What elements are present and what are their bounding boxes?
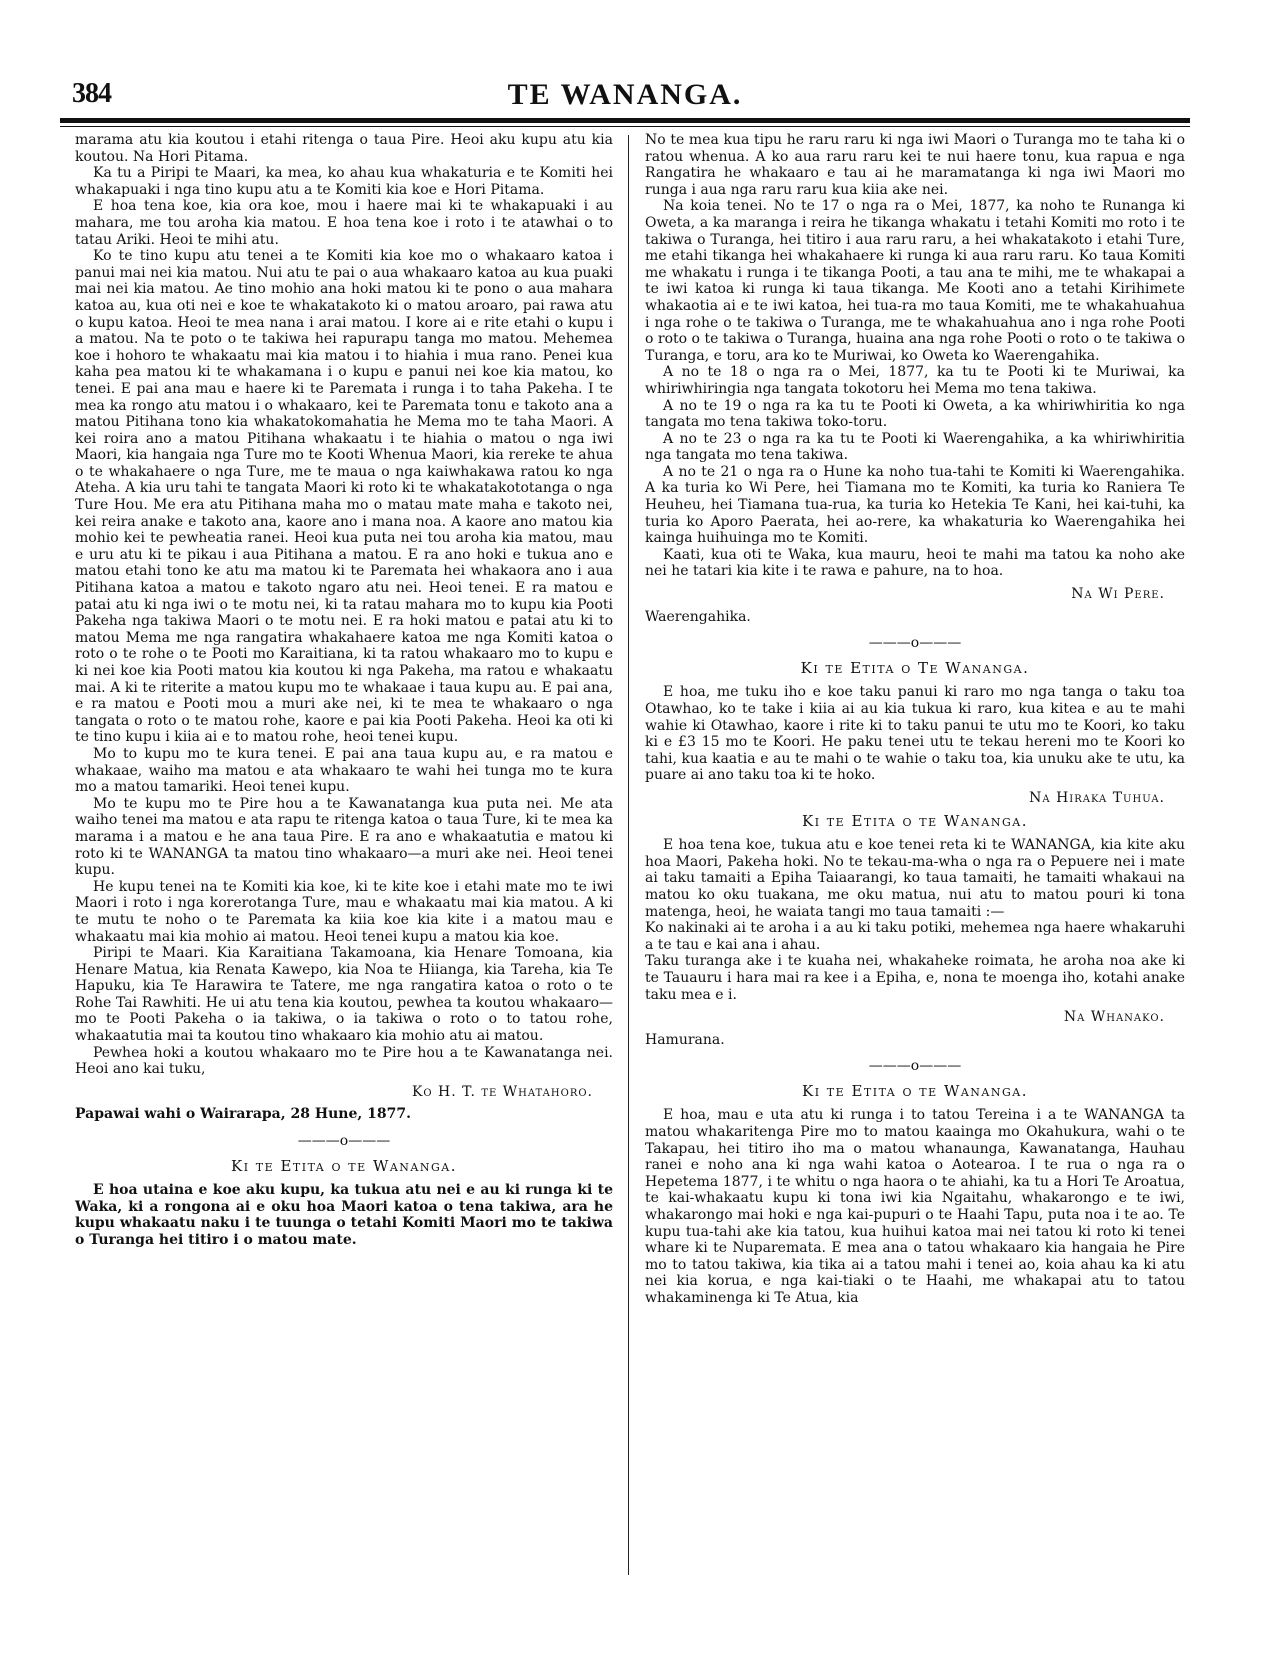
left-column [75, 132, 613, 1249]
signature-wi-pere: Na Wi Pere. [1071, 586, 1165, 603]
header-rule-thin [60, 126, 1190, 127]
letter-paragraph: E hoa, mau e uta atu ki runga i to tatou Tereina i a te WANANGA ta matou whakaritenga Pire mo to matou kaainga mo Okahukura, wahi o te Takapau, hei titiro iho ma o matou whanaunga, Kawanatanga, Hauhau ranei e noho ana ki nga wahi katoa o Aotearoa. I te rua o nga ra o Hepetema 1877, i te whitu o nga haora o te ahiahi, ka tu a Hori Te Aroatua, te kai-whakaatu kupu ki tona iwi kia Ngaitahu, whakarongo e te iwi, whakarongo mai hoki e nga kai-pupuri o te Haahi Tapu, puta noa i te ao. Te kupu tua-tahi ake kia tatou, kua huihui katoa mai nei tatou ki roto ki tenei whare ki te Nuparemata. E mea ana o tatou whakaaro kia hangaia he Pire mo to tatou takiwa, kia tika ai a tatou mahi i tenei ao, koia ahau ka ki atu nei kia koruа, e nga kai-tiaki o te Haahi, me whakapai atu to tatou whakaminenga ki Te Atua, kia [645, 1107, 1185, 1306]
article-paragraph: A no te 21 o nga ra o Hune ka noho tua-tahi te Komiti ki Waerengahika. A ka turia ko Wi Pere, hei Tiamana mo te Komiti, ka turia ko Raniera Te Heuheu, hei Tiamana tua-rua, ka turia ko Hetekia Te Kani, hei kai-tuhi, ka turia ko Aporo Paerata, hei ao-rere, ka whakaturia ko Waerengahika hei kainga huihuinga mo te Komiti. [645, 463, 1185, 547]
article-paragraph: Mo to kupu mo te kura tenei. E pai ana taua kupu au, e ra matou e whakaae, waiho ma matou e ata whakaaro te wahi hei tunga mo te kura mo a matou tamariki. Heoi tenei kupu. [75, 745, 613, 796]
article-paragraph: marama atu kia koutou i etahi ritenga o taua Pire. Heoi aku kupu atu kia koutou. Na Hori Pitama. [75, 132, 613, 165]
left-paragraphs [75, 132, 613, 1078]
article-paragraph: Ko te tino kupu atu tenei a te Komiti kia koe mo o whakaaro katoa i panui mai nei kia matou. Nui atu te pai o aua whakaaro katoa au kua puaki mai nei kia matou. Ae tino mohio ana hoki matou ki te pono o aua mahara katoa au, kua oti nei e koe te whakatakoto ki o matou aroaro, pai rawa atu o kupu katoa. Heoi te mea nana i arai matou. I kore ai e rite etahi o kupu i a matou. Na te poto o te takiwa hei rapurapu tanga mo matou. Mehemea koe i hohoro te whakaatu mai kia matou i to hiahia i mua rano. Penei kua kaha pea matou ki te whakamana i o kupu e panui nei koe kia matou, ko tenei. E pai ana mau e haere ki te Paremata i runga i to taha Pakeha. I te mea ka rongo atu matou i o whakaaro, kei te Paremata tonu e takoto ana a matou Pitihana tono kia whakatokomahatia he Mema mo te taha Maori. A kei roira ano a matou Pitihana whakaatu i te hiahia o matou o nga iwi Maori, kia hangaia nga Ture mo te Kooti Whenua Maori, kia rereke te ahua o te whakahaere o nga Ture, me te maua o nga kaiwhakawa ratou ko nga Ateha. A kia uru tahi te tangata Maori ki roto ki te whakatakototanga o nga Ture Hou. Me era atu Pitihana maha mo o matau mate maha e takoto nei, kei reira anake e takoto ana, kaore ano i mana noa. A kaore ano matou kia mohio kei te pewheatia ranei. Heoi kua puta nei tou aroha kia matou, mau e uru atu ki te pikau i aua Pitihana a matou. E ra ano hoki e tukua ano e matou etahi tono ke atu ma matou ki te Paremata hei whakaora ano i aua Pitihana katoa a matou e takoto ngaro atu nei. Heoi tenei. E ra matou e patai atu ki nga iwi o te motu nei, ki ta ratau mahara mo to kupu kia Pooti Pakeha nga takiwa Maori o te motu nei. E ra hoki matou e patai atu ki to matou Mema me nga rangatira whakahaere katoa me nga Komiti katoa o roto o te rohe o te Pooti mo Karaitiana, ki ta ratou whakaaro mo to kupu e ki nei koe kia Pooti matou kia koutou ki nga Pakeha, ma ratou e whakaatu mai. A ki te riterite a matou kupu mo te whakaae i taua kupu au. E pai ana, e ra matou e Pooti mou a muri ake nei, ki te mea te whakaaro o nga tangata o roto o te matou rohe, kaore e pai kia Pooti Pakeha. Heoi ka oti ki te tino kupu i kiia ai e to matou rohe, heoi tenei kupu. [75, 248, 613, 746]
article-paragraph: Pewhea hoki a koutou whakaaro mo te Pire hou a te Kawanatanga nei. Heoi ano kai tuku, [75, 1044, 613, 1078]
article-paragraph: Kaati, kua oti te Waka, kua mauru, heoi te mahi ma tatou ka noho ake nei he tatari kia kite i te rawa e pahure, na to hoa. [645, 546, 1185, 580]
place-waerengahika: Waerengahika. [645, 608, 751, 625]
place-hamurana: Hamurana. [645, 1031, 725, 1048]
article-paragraph: He kupu tenei na te Komiti kia koe, ki te kite koe i etahi mate mo te iwi Maori i roto i nga korerotanga Ture, mau e whakaatu mai kia matou. A ki te mutu te noho o te Paremata ka kiia koe kia kite i a matou mau e whakaatu mai kia mohio ai matou. Heoi tenei kupu a matou kia koe. [75, 878, 613, 945]
section-divider: ———o——— [297, 1133, 391, 1150]
article-paragraph: Na koia tenei. No te 17 o nga ra o Mei, 1877, ka noho te Runanga ki Oweta, a ka marangа i reira he tikanga whakatu i tetahi Komiti mo roto i te takiwa o Turanga, hei titiro i aua raru raru, a hei whakatakoto i etahi Ture, me etahi tikanga hei whakahaere ki runga ki aua raru raru. Ko taua Komiti me whakatu i runga i te tikanga Pooti, a tau ana te mihi, me te whakapai a te iwi katoa ki runga ki taua tikanga. Me Kooti ano a tetahi Kirihimete whakaotia ai e te iwi katoa, hei tua-ra mo taua Komiti, me te whakahuahua i nga rohe o te takiwa o Turanga, me te whakahuahua ano i nga rohe Pooti o roto o te takiwa o Turanga, huaina ana nga rohe Pooti o roto o te takiwa o Turanga, e toru, ara ko te Muriwai, ko Oweta ko Waerengahika. [645, 198, 1185, 364]
article-paragraph: A no te 18 o nga ra o Mei, 1877, ka tu te Pooti ki te Muriwai, ka whiriwhiringia nga tangata tokotoru hei Mema mo tena takiwa. [645, 364, 1185, 397]
signature-hiraka-tuhua: Na Hiraka Tuhua. [1029, 789, 1165, 806]
letter-heading: Ki te Etita o te Wananga. [801, 1081, 1028, 1100]
letter-heading: Ki te Etita o te Wananga. [230, 1156, 457, 1175]
newspaper-title: TE WANANGA. [507, 78, 743, 111]
letter-paragraph: E hoa, me tuku iho e koe taku panui ki raro mo nga tanga o taku toa Otawhao, ko te take i kiia ai au kia tukua ki raro, kua kitea e au te mahi wahie ki Otawhao, kaore i rite ki to taku panui te utu mo te Koori, ko taku ki e £3 15 mo te Koori. He paku tenei utu te tekau hereni mo te Koori ko tahi, kua kaatia e au te mahi o te wahie o taku toa, kia unuku ake te utu, ka puare ai ano taku toa ki te hoko. [645, 684, 1185, 784]
signature-whanako: Na Whanako. [1063, 1009, 1165, 1026]
letter-paragraph: E hoa utaina e koe aku kupu, ka tukua atu nei e au ki runga ki te Waka, ki a rongona ai e oku hoa Maori katoa o tena takiwa, ara he kupu whakaatu naku i te tuunga o tetahi Komiti Maori mo te takiwa o Turanga hei titiro i o matou mate. [75, 1182, 613, 1248]
masthead [60, 78, 1190, 118]
section-divider: ———o——— [868, 635, 962, 652]
letter-paragraph: E hoa tena koe, tukua atu e koe tenei reta ki te WANANGA, kia kite aku hoa Maori, Pakeha hoki. No te tekau-ma-wha o nga ra o Pepuere nei i mate ai taku tamaiti a Epiha Taiaarangi, ko taua tamaiti, he tamaiti whakaui na matou ko oku tuakana, me oku matua, nui atu to matou pouri ki tona matenga, heoi, he waiata tangi mo taua tamaiti :— [645, 837, 1185, 920]
article-paragraph: Ka tu a Piripi te Maari, ka mea, ko ahau kua whakaturia e te Komiti hei whakapuaki i nga tino kupu atu a te Komiti kia koe e Hori Pitama. [75, 165, 613, 198]
column-divider [628, 135, 629, 1575]
article-paragraph: A no te 19 o nga ra ka tu te Pooti ki Oweta, a ka whiriwhiritia ko nga tangata mo tena takiwa toko-toru. [645, 397, 1185, 431]
letter-heading: Ki te Etita o te Wananga. [801, 811, 1028, 830]
lament-verse: Ko nakinaki ai te aroha i a au ki taku potiki, mehemea nga haere whakaruhi a te tau e kai ana i ahau. [645, 920, 1185, 953]
section-divider: ———o——— [868, 1058, 962, 1075]
article-paragraph: Piripi te Maari. Kia Karaitiana Takamoana, kia Henare Tomoana, kia Henare Matua, kia Renata Kawepo, kia Noa te Hiianga, kia Tareha, kia Te Hapuku, kia Te Harawira te Tatere, me nga rangatira katoa o roto o te Rohe Tai Rawhiti. He ui atu tena kia koutou, pewhea ta koutou whakaaro—mo te Pooti Pakeha o ia takiwa, o ia takiwa o roto o to tatou rohe, whakaatutia mai ta koutou tino whakaaro kia mohio atu ai matou. [75, 945, 613, 1045]
signature-whatahoro: Ko H. T. te Whatahoro. [411, 1083, 593, 1100]
article-paragraph: Mo te kupu mo te Pire hou a te Kawanatanga kua puta nei. Me ata waiho tenei ma matou e ata rapu te ritenga katoa o taua Ture, ki te mea ka marama i a matou e he ana taua Pire. E ra ano e whakaatutia e matou ki roto ki te WANANGA ta matou tino whakaaro—a muri ake nei. Heoi tenei kupu. [75, 795, 613, 879]
right-paragraphs [645, 132, 1185, 580]
letter-heading: Ki te Etita o Te Wananga. [800, 658, 1030, 677]
page-number: 384 [72, 78, 111, 109]
article-paragraph: A no te 23 o nga ra ka tu te Pooti ki Waerengahika, a ka whiriwhiritia nga tangata mo tena takiwa. [645, 430, 1185, 464]
place-date-papawai: Papawai wahi o Wairarapa, 28 Hune, 1877. [75, 1106, 411, 1123]
header-rule-thick [60, 118, 1190, 123]
right-column [645, 132, 1185, 1307]
article-paragraph: No te mea kua tipu he raru raru ki nga iwi Maori o Turanga mo te taha ki o ratou whenua. A ko aua raru raru kei te nui haere tonu, kua rapua e nga Rangatira he whakaaro e tau ai he maramatanga ki nga iwi Maori mo runga i aua nga raru raru kua kiia ake nei. [645, 132, 1185, 198]
article-paragraph: E hoa tena koe, kia ora koe, mou i haere mai ki te whakapuaki i au mahara, me tou aroha kia matou. E hoa tena koe i roto i te atawhai o to tatau Ariki. Heoi te mihi atu. [75, 198, 613, 248]
lament-verse: Taku turanga ake i te kuaha nei, whakaheke roimata, he aroha noa ake ki te Tauauru i hara mai ra kee i a Epiha, e, nona te moenga iho, kotahi anake taku mea e i. [645, 953, 1185, 1003]
